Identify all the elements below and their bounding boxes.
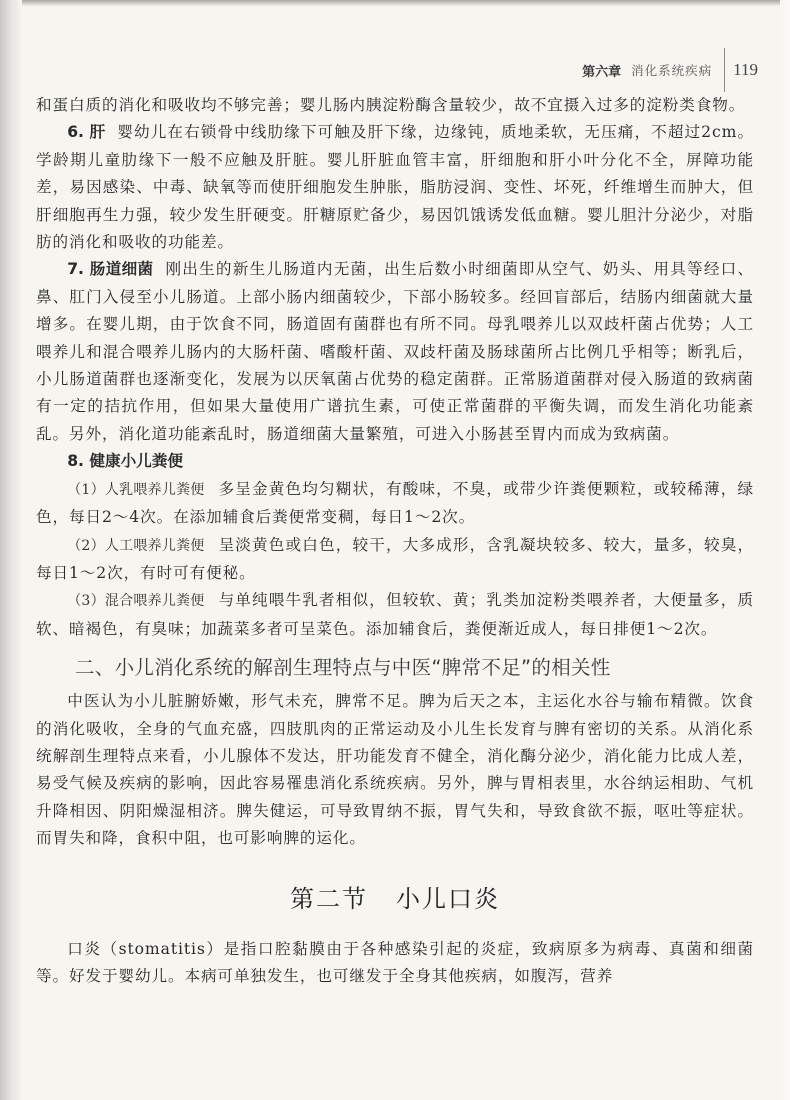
paragraph-enzyme (36, 92, 754, 119)
header-divider (724, 48, 725, 92)
item-heading-liver: 6. 肝 (67, 123, 106, 142)
section-name: 小儿口炎 (396, 884, 500, 913)
subitem-heading: （1）人乳喂养儿粪便 (67, 481, 205, 498)
paragraph-text: 多呈金黄色均匀糊状，有酸味，不臭，或带少许粪便颗粒，或较稀薄，绿色，每日2～4次。在添加辅食后粪便常变稠，每日1～2次。 (36, 479, 754, 527)
paragraph-text: 刚出生的新生儿肠道内无菌，出生后数小时细菌即从空气、奶头、用具等经口、鼻、肛门入侵至小儿肠道。上部小肠内细菌较少，下部小肠较多。经回盲部后，结肠内细菌就大量增多。在婴儿期，由于饮食不同，肠道固有菌群也有所不同。母乳喂养儿以双歧杆菌占优势；人工喂养儿和混合喂养儿肠内的大肠杆菌、嗜酸杆菌、双歧杆菌及肠球菌所占比例几乎相等；断乳后，小儿肠道菌群也逐渐变化，发展为以厌氧菌占优势的稳定菌群。正常肠道菌群对侵入肠道的致病菌有一定的拮抗作用，但如果大量使用广谱抗生素，可使正常菌群的平衡失调，而发生消化功能紊乱。另外，消化道功能紊乱时，肠道细菌大量繁殖，可进入小肠甚至胃内而成为致病菌。 (36, 260, 754, 443)
chapter-label: 第六章 (582, 64, 622, 80)
item-heading-gut-bacteria: 7. 肠道细菌 (67, 260, 154, 279)
section-heading: 二、小儿消化系统的解剖生理特点与中医“脾常不足”的相关性 (75, 656, 611, 680)
subitem-breastfed (36, 476, 754, 532)
book-gutter-shadow (0, 0, 22, 1100)
paragraph-text: 与单纯喂牛乳者相似，但较软、黄；乳类加淀粉类喂养者，大便量多，质软、暗褐色，有臭味；加蔬菜多者可呈菜色。添加辅食后，粪便渐近成人，每日排便1～2次。 (36, 591, 754, 638)
page-body (36, 92, 754, 990)
paragraph-stomatitis (36, 936, 754, 991)
subitem-formula-fed (36, 532, 754, 588)
chapter-subject: 消化系统疾病 (631, 63, 713, 78)
page-right-edge (780, 0, 790, 1100)
paragraph-tcm-spleen (36, 688, 754, 852)
page-number: 119 (733, 60, 758, 79)
running-header (582, 48, 758, 92)
paragraph-text: 婴幼儿在右锁骨中线肋缘下可触及肝下缘，边缘钝，质地柔软，无压痛，不超过2cm。学龄期儿童肋缘下一般不应触及肝脏。婴儿肝脏血管丰富，肝细胞和肝小叶分化不全，屏障功能差，易因感染、中毒、缺氧等而使肝细胞发生肿胀，脂肪浸润、变性、坏死，纤维增生而肿大，但肝细胞再生力强，较少发生肝硬变。肝糖原贮备少，易因饥饿诱发低血糖。婴儿胆汁分泌少，对脂肪的消化和吸收的功能差。 (36, 123, 754, 252)
paragraph-gut-bacteria (36, 256, 754, 448)
paragraph-text: 中医认为小儿脏腑娇嫩，形气未充，脾常不足。脾为后天之本，主运化水谷与输布精微。饮食的消化吸收，全身的气血充盛，四肢肌肉的正常运动及小儿生长发育与脾有密切的关系。从消化系统解剖生理特点来看，小儿腺体不发达，肝功能发育不健全，消化酶分泌少，消化能力比成人差，易受气候及疾病的影响，因此容易罹患消化系统疾病。另外，脾与胃相表里，水谷纳运相助、气机升降相因、阴阳燥湿相济。脾失健运，可导致胃纳不振，胃气失和，导致食欲不振，呕吐等症状。而胃失和降，食积中阻，也可影响脾的运化。 (36, 692, 754, 848)
page-top-edge (0, 0, 790, 6)
paragraph-text: 和蛋白质的消化和吸收均不够完善；婴儿肠内胰淀粉酶含量较少，故不宜摄入过多的淀粉类食物。 (36, 96, 746, 114)
subitem-mixed-fed (36, 587, 754, 643)
paragraph-text: 口炎（stomatitis）是指口腔黏膜由于各种感染引起的炎症，致病原多为病毒、真菌和细菌等。好发于婴幼儿。本病可单独发生，也可继发于全身其他疾病，如腹泻，营养 (36, 939, 754, 985)
subitem-heading: （3）混合喂养儿粪便 (67, 593, 205, 610)
paragraph-liver (36, 119, 754, 256)
paragraph-healthy-stool (36, 448, 754, 475)
section-number: 第二节 (290, 884, 368, 913)
section-title (36, 879, 754, 914)
item-heading-healthy-stool: 8. 健康小儿粪便 (67, 452, 183, 471)
paragraph-text: 呈淡黄色或白色，较干，大多成形，含乳凝块较多、较大，量多，较臭，每日1～2次，有时可有便秘。 (36, 535, 754, 582)
subitem-heading: （2）人工喂养儿粪便 (67, 537, 205, 554)
